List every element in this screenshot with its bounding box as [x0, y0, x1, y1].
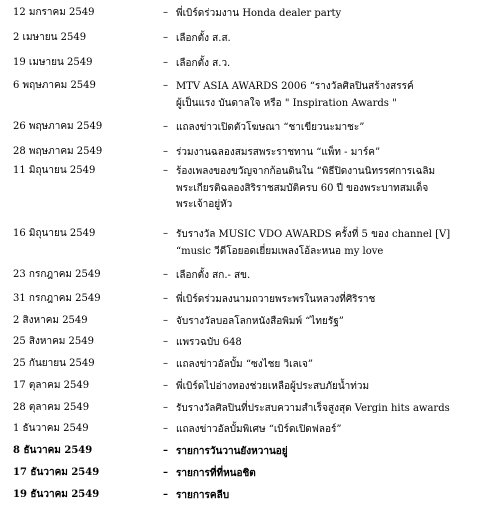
- event-description-line: แถลงข่าวอัลบั้ม “ซงไชย วิเลเจ”: [176, 359, 314, 370]
- event-separator: –: [163, 228, 168, 239]
- event-description: [176, 56, 484, 73]
- event-description: [176, 31, 484, 48]
- event-separator: –: [163, 165, 168, 176]
- event-description: [176, 357, 484, 374]
- event-separator: –: [163, 7, 168, 18]
- event-description-line: เลือกตั้ง ส.ว.: [176, 58, 231, 69]
- event-description-line: เลือกตั้ง ส.ส.: [176, 33, 231, 44]
- event-separator: –: [163, 445, 168, 456]
- event-separator: –: [163, 121, 168, 132]
- event-description-line: พระเกียรติฉลองสิริราชสมบัติครบ 60 ปี ของพระบาทสมเด็จ: [176, 182, 429, 194]
- event-separator: –: [163, 269, 168, 280]
- event-date: 31 กรกฎาคม 2549: [13, 293, 101, 304]
- event-description-line: รับรางวัล MUSIC VDO AWARDS ครั้งที่ 5 ของ channel [V]: [176, 229, 451, 240]
- event-date: 12 มกราคม 2549: [13, 7, 95, 18]
- event-description-line: แถลงข่าวเปิดตัวโฆษณา “ชาเขียวนะมาชะ”: [176, 122, 365, 133]
- event-description-line: ร่วมงานฉลองสมรสพระราชทาน “แพ็ท - มาร์ค”: [176, 147, 381, 158]
- event-description-line: พี่เบิร์ดไปอ่างทองช่วยเหลือผู้ประสบภัยน้ำท่วม: [176, 381, 370, 392]
- event-description-line: แพรวฉบับ 648: [176, 337, 242, 348]
- event-date: 19 ธันวาคม 2549: [13, 489, 100, 500]
- event-description: [176, 227, 484, 260]
- event-date: 28 ตุลาคม 2549: [13, 402, 90, 413]
- event-description: [176, 335, 484, 352]
- event-date: 17 ตุลาคม 2549: [13, 380, 90, 391]
- event-description-line: “music วีดีโอยอดเยี่ยมเพลงโอ้ละหนอ my love: [176, 245, 384, 257]
- event-description: [176, 268, 484, 285]
- event-description: [176, 314, 484, 331]
- event-description-line: ร้องเพลงของขวัญจากก้อนดินใน “พิธีปิดงานนิทรรศการเฉลิม: [176, 166, 436, 177]
- event-separator: –: [163, 80, 168, 91]
- event-description: [176, 379, 484, 396]
- event-separator: –: [163, 380, 168, 391]
- event-description-line: รับรางวัลศิลปินที่ประสบความสำเร็จสูงสุด Vergin hits awards: [176, 403, 450, 414]
- event-description: [176, 120, 484, 137]
- event-date: 16 มิถุนายน 2549: [13, 228, 96, 239]
- event-description-line: MTV ASIA AWARDS 2006 “รางวัลศิลปินสร้างสรรค์: [176, 81, 414, 92]
- event-description-line: พี่เบิร์ดร่วมงาน Honda dealer party: [176, 8, 342, 19]
- event-separator: –: [163, 146, 168, 157]
- event-date: 26 พฤษภาคม 2549: [13, 121, 103, 132]
- event-separator: –: [163, 336, 168, 347]
- event-description: [176, 444, 484, 461]
- event-description-line: รายการวันวานยังหวานอยู่: [176, 446, 288, 457]
- event-description: [176, 292, 484, 309]
- event-description-line: ผู้เป็นแรง บันดาลใจ หรือ " Inspiration Awards ": [176, 97, 397, 109]
- event-date: 17 ธันวาคม 2549: [13, 467, 100, 478]
- event-description: [176, 466, 484, 483]
- event-description-line: แถลงข่าวอัลบั้มพิเศษ “เบิร์ดเปิดฟลอร์”: [176, 424, 342, 435]
- event-description: [176, 422, 484, 439]
- event-separator: –: [163, 489, 168, 500]
- event-date: 25 สิงหาคม 2549: [13, 336, 95, 347]
- event-date: 19 เมษายน 2549: [13, 57, 93, 68]
- event-date: 23 กรกฎาคม 2549: [13, 269, 101, 280]
- event-description: [176, 164, 484, 214]
- event-separator: –: [163, 358, 168, 369]
- event-date: 8 ธันวาคม 2549: [13, 445, 93, 456]
- event-description: [176, 79, 484, 112]
- event-description-line: เลือกตั้ง สก.- สข.: [176, 270, 251, 281]
- event-date: 25 กันยายน 2549: [13, 358, 95, 369]
- event-separator: –: [163, 315, 168, 326]
- event-description-line: พี่เบิร์ดร่วมลงนามถวายพระพรในหลวงที่ศิริราช: [176, 294, 376, 305]
- event-date: 1 ธันวาคม 2549: [13, 423, 89, 434]
- event-description-line: จับรางวัลบอลโลกหนังสือพิมพ์ “ไทยรัฐ”: [176, 316, 344, 327]
- event-separator: –: [163, 293, 168, 304]
- event-description: [176, 488, 484, 505]
- event-description: [176, 6, 484, 23]
- event-description-line: พระเจ้าอยู่หัว: [176, 199, 233, 210]
- event-description: [176, 401, 484, 418]
- event-date: 2 เมษายน 2549: [13, 32, 87, 43]
- event-separator: –: [163, 32, 168, 43]
- event-date: 2 สิงหาคม 2549: [13, 315, 88, 326]
- event-description-line: รายการที่ที่หนอชิต: [176, 468, 256, 479]
- event-description: [176, 145, 484, 162]
- event-separator: –: [163, 402, 168, 413]
- event-date: 6 พฤษภาคม 2549: [13, 80, 96, 91]
- event-date: 28 พฤษภาคม 2549: [13, 146, 103, 157]
- event-separator: –: [163, 423, 168, 434]
- event-separator: –: [163, 57, 168, 68]
- event-separator: –: [163, 467, 168, 478]
- event-date: 11 มิถุนายน 2549: [13, 165, 96, 176]
- event-description-line: รายการคลีบ: [176, 490, 230, 501]
